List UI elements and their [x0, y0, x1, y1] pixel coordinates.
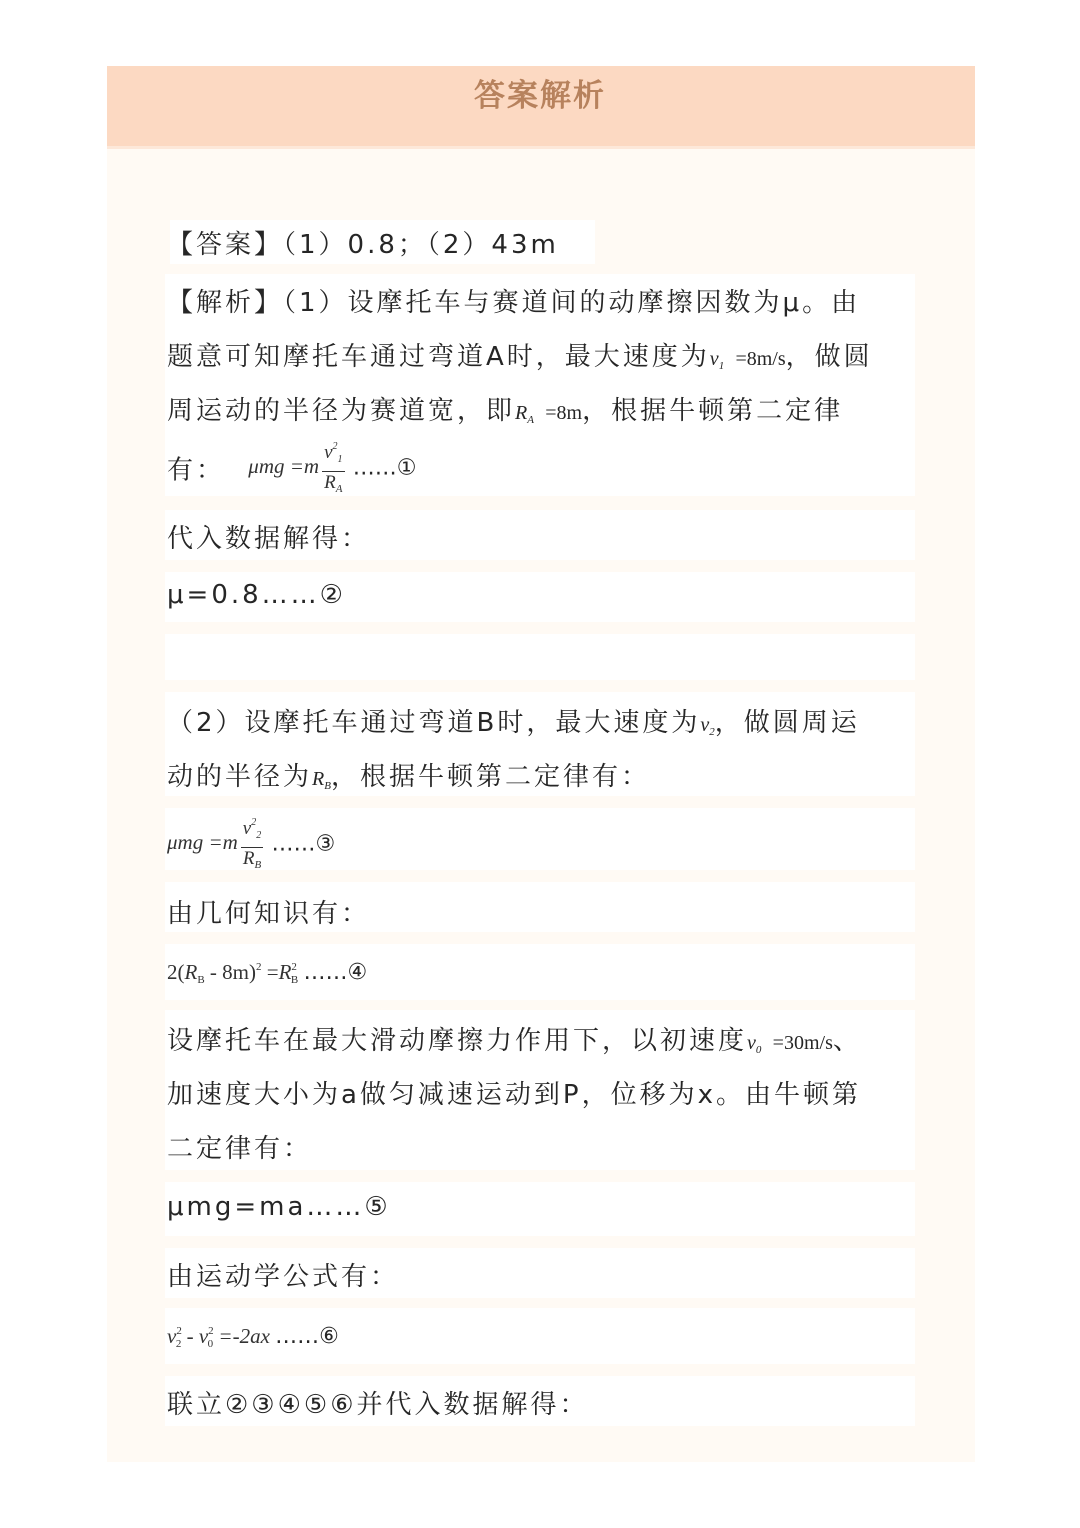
substitute-line: 代入数据解得：	[167, 524, 371, 554]
formula-3: μmg =m $\frac{v^2_2}{R_B}$	[167, 830, 271, 854]
analysis-line-2: 题意可知摩托车通过弯道A时，最大速度为$v_1 =8m/s$，做圆	[167, 342, 873, 372]
analysis-line-3: 周运动的半径为赛道宽，即$R_A =8m$，根据牛顿第二定律	[167, 396, 844, 426]
result-mu-line: μ=0.8……②	[167, 580, 346, 610]
answer-line: 【答案】（1）0.8；（2）43m	[167, 230, 559, 260]
analysis-line-4: 有： μmg =m $\frac{v^2_1}{R_A}$ ……①	[167, 436, 417, 500]
part2-line-1: （2）设摩托车通过弯道B时，最大速度为$v_2$，做圆周运	[167, 708, 860, 738]
formula-3-line: μmg =m $\frac{v^2_2}{R_B}$ ……③	[167, 812, 335, 876]
part3-line-3: 二定律有：	[167, 1134, 313, 1164]
v0-value: =30m/s	[772, 1032, 833, 1054]
part3-line-2: 加速度大小为a做匀减速运动到P，位移为x。由牛顿第	[167, 1080, 861, 1110]
formula-1: μmg =m $\frac{v^2_1}{R_A}$	[248, 454, 352, 478]
geometry-line: 由几何知识有：	[167, 899, 371, 929]
final-line: 联立②③④⑤⑥并代入数据解得：	[167, 1390, 589, 1420]
formula-5-line: μmg=ma……⑤	[167, 1192, 391, 1222]
analysis-line-1: 【解析】（1）设摩托车与赛道间的动摩擦因数为μ。由	[167, 288, 861, 318]
part3-line-1: 设摩托车在最大滑动摩擦力作用下，以初速度$v_0 =30m/s$、	[167, 1026, 862, 1056]
formula-6: $v^2_2 - v^2_0 =-2ax$	[167, 1324, 270, 1350]
v1-value: =8m/s	[735, 348, 786, 370]
row-bg	[165, 634, 915, 680]
v1-symbol: $v_1$	[709, 348, 725, 372]
RA-symbol: $R_A$	[515, 402, 534, 426]
formula-6-line: $v^2_2 - v^2_0 =-2ax$ ……⑥	[167, 1324, 339, 1350]
RA-value: =8m	[545, 402, 583, 424]
v0-symbol: $v_0$	[747, 1032, 762, 1056]
RB-symbol: $R_B$	[312, 768, 331, 792]
v2-symbol: $v_2$	[700, 714, 715, 738]
formula-4-line: $2(R_B - 8m)^2 =R^2_B$ ……④	[167, 960, 368, 986]
page-title: 答案解析	[474, 78, 606, 114]
formula-4: $2(R_B - 8m)^2 =R^2_B$	[167, 960, 299, 986]
part2-line-2: 动的半径为$R_B$，根据牛顿第二定律有：	[167, 762, 650, 792]
kinematics-line: 由运动学公式有：	[167, 1262, 400, 1292]
